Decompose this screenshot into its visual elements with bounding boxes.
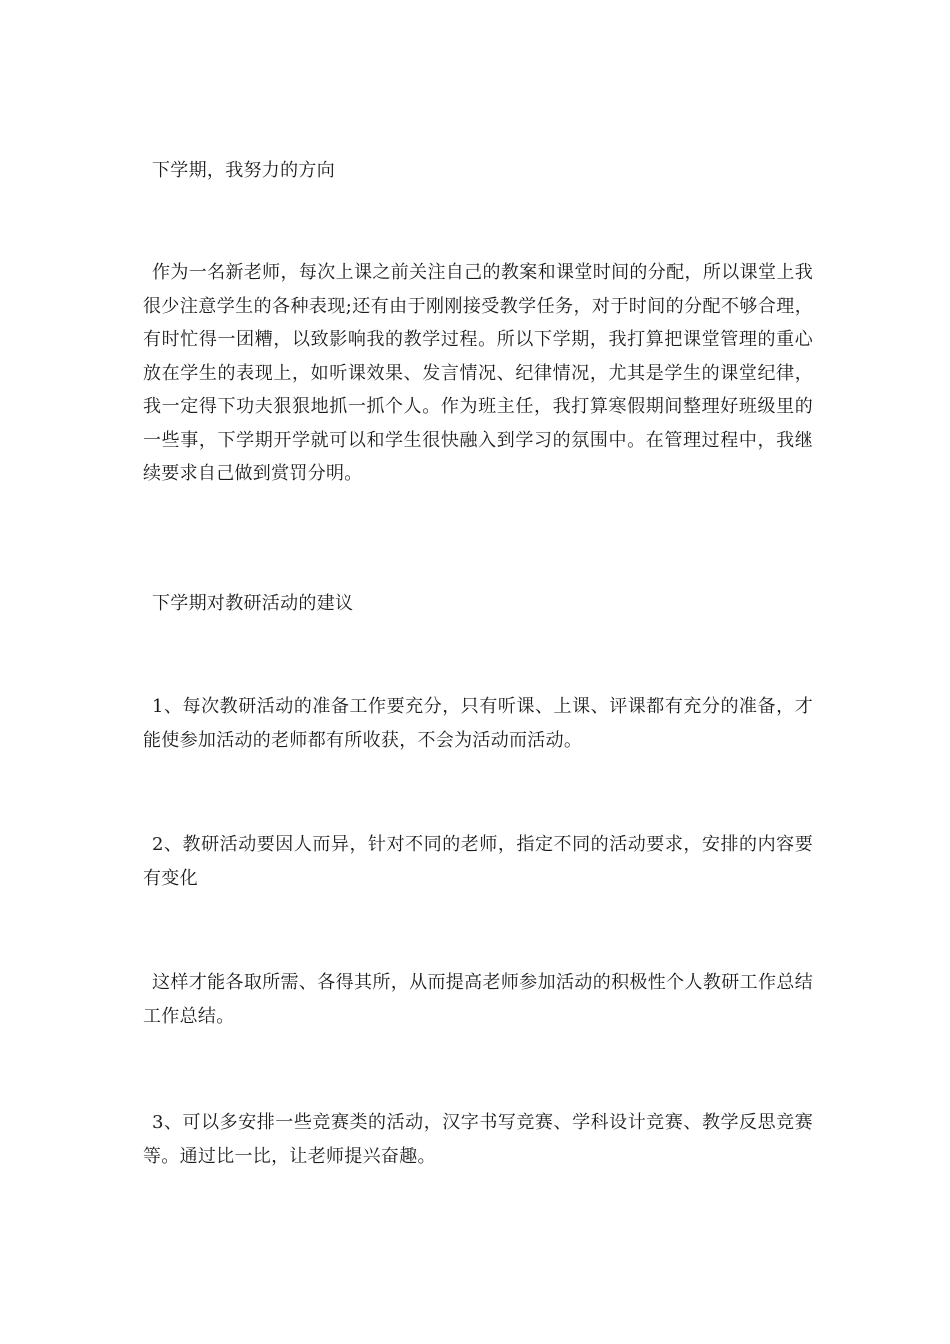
suggestion-item-2: 2、教研活动要因人而异，针对不同的老师，指定不同的活动要求，安排的内容要有变化 bbox=[143, 834, 813, 889]
suggestion-item-3: 3、可以多安排一些竞赛类的活动，汉字书写竞赛、学科设计竞赛、教学反思竞赛等。通过比一比，让老师提兴奋趣。 bbox=[143, 1112, 813, 1167]
section-heading-research-suggestions: 下学期对教研活动的建议 bbox=[152, 593, 354, 614]
body-paragraph-new-teacher: 作为一名新老师，每次上课之前关注自己的教案和课堂时间的分配，所以课堂上我很少注意学生的各种表现;还有由于刚刚接受教学任务，对于时间的分配不够合理，有时忙得一团糟，以致影响我的教学过程。所以下学期，我打算把课堂管理的重心放在学生的表现上，如听课效果、发言情况、纪律情况，尤其是学生的课堂纪律，我一定得下功夫狠狠地抓一抓个人。作为班主任，我打算寒假期间整理好班级里的一些事，下学期开学就可以和学生很快融入到学习的氛围中。在管理过程中，我继续要求自己做到赏罚分明。 bbox=[143, 262, 813, 484]
suggestion-item-1: 1、每次教研活动的准备工作要充分，只有听课、上课、评课都有充分的准备，才能使参加活动的老师都有所收获，不会为活动而活动。 bbox=[143, 696, 813, 751]
section-heading-next-semester-direction: 下学期，我努力的方向 bbox=[152, 160, 335, 181]
suggestion-item-2-continued: 这样才能各取所需、各得其所，从而提高老师参加活动的积极性个人教研工作总结工作总结。 bbox=[143, 972, 813, 1027]
